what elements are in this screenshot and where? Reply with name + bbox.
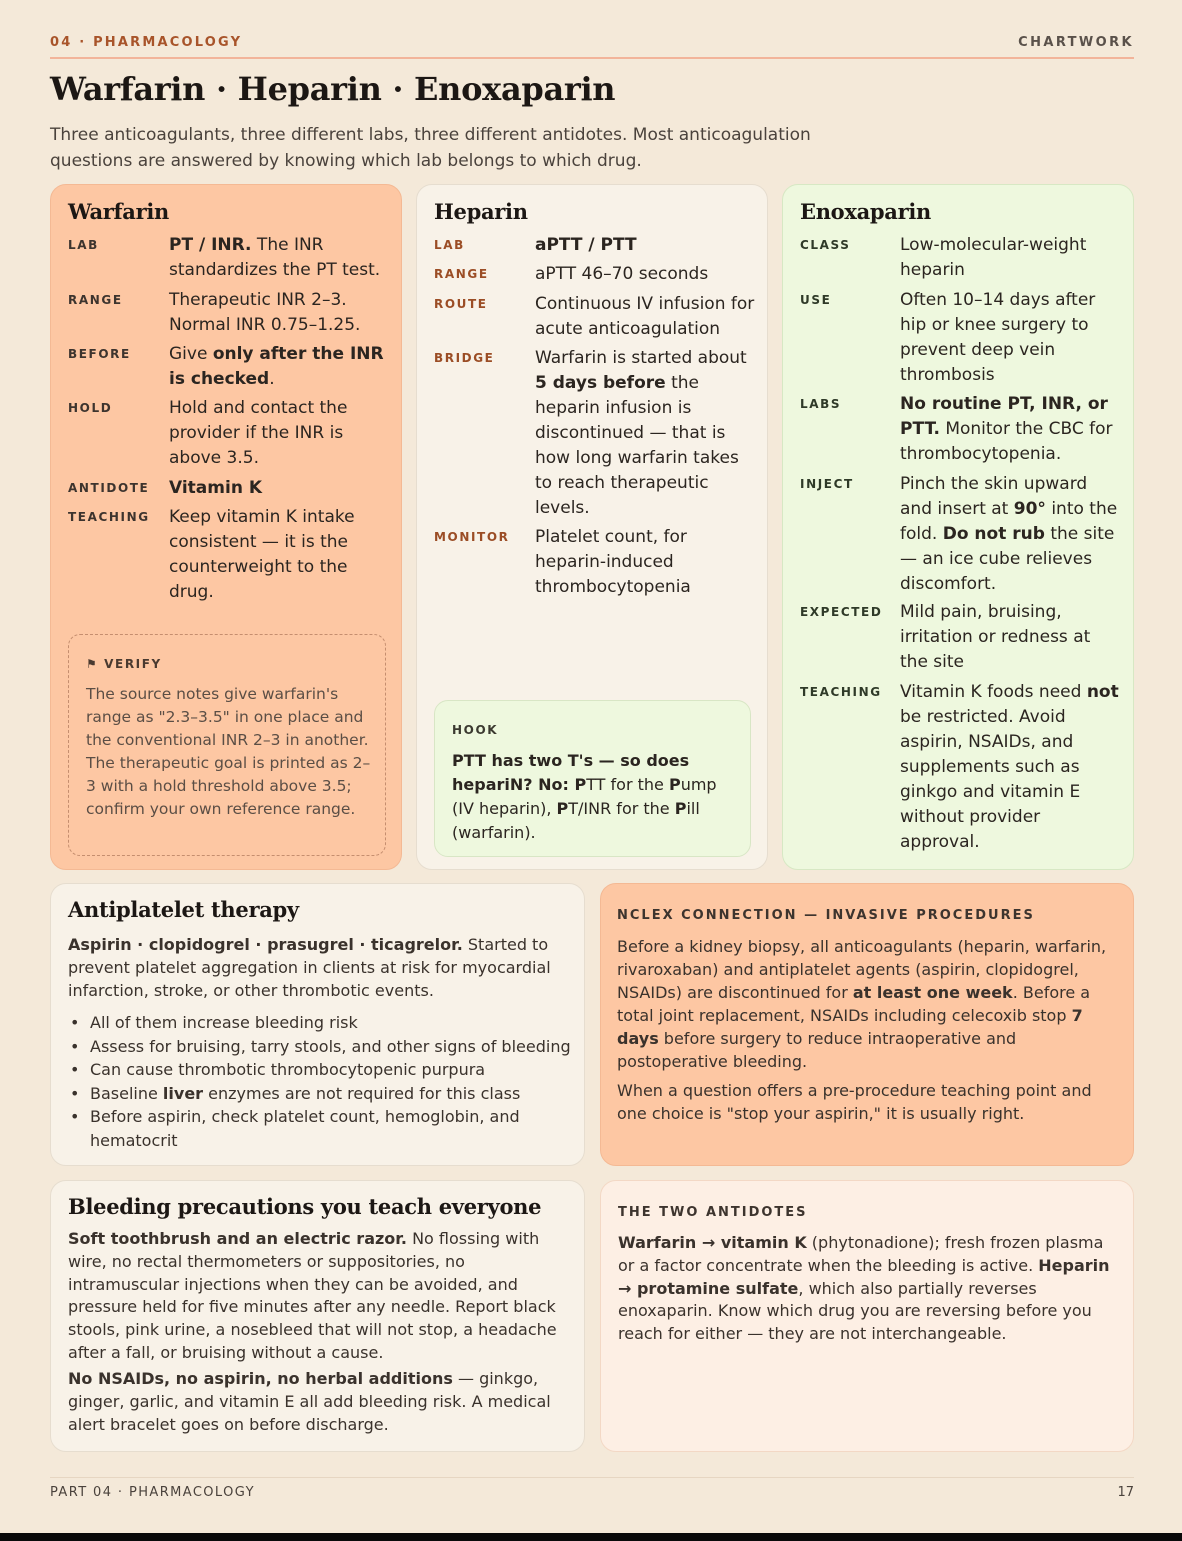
body-text: Hold and contact the provider if the INR is above 3.5. xyxy=(169,398,348,468)
field-value xyxy=(900,600,1122,675)
body-text: When a question offers a pre-procedure teaching point and one choice is "stop your aspirin," it is usually right. xyxy=(617,1081,1092,1123)
nclex-card xyxy=(600,883,1134,1166)
nclex-title: NCLEX CONNECTION — INVASIVE PROCEDURES xyxy=(617,908,1035,923)
field-label: TEACHING xyxy=(800,685,882,699)
brand-label: CHARTWORK xyxy=(1018,35,1134,50)
field-label: RANGE xyxy=(434,267,489,281)
body-text: Mild pain, bruising, irritation or redness at the site xyxy=(900,602,1091,672)
list-item xyxy=(68,1105,573,1152)
warfarin-fields xyxy=(68,233,386,613)
field-value xyxy=(535,233,755,258)
field-value xyxy=(535,525,755,600)
body-text: Low-molecular-weight heparin xyxy=(900,235,1087,280)
bleeding-title: Bleeding precautions you teach everyone xyxy=(68,1194,542,1219)
hook-note xyxy=(434,700,751,857)
list-item xyxy=(68,1058,573,1082)
heparin-title: Heparin xyxy=(434,199,528,224)
emphasis-text: Do not rub xyxy=(942,524,1045,544)
nclex-paragraph xyxy=(617,935,1122,1073)
body-text: Keep vitamin K intake consistent — it is the counterweight to the drug. xyxy=(169,507,355,602)
emphasis-text: PTT has two T's — so does hepariN? No: P xyxy=(452,751,690,794)
field-value xyxy=(169,396,391,471)
antidotes-title: THE TWO ANTIDOTES xyxy=(618,1205,808,1220)
emphasis-text: not xyxy=(1086,682,1119,702)
field-value xyxy=(169,288,391,338)
field-value xyxy=(169,476,391,501)
body-text: . xyxy=(269,369,275,389)
field-label: MONITOR xyxy=(434,530,510,544)
field-label: LABS xyxy=(800,397,842,411)
body-text: Platelet count, for heparin-induced thrombocytopenia xyxy=(535,527,691,597)
body-text: Therapeutic INR 2–3. Normal INR 0.75–1.25. xyxy=(169,290,361,335)
antiplatelet-list xyxy=(68,1011,573,1152)
field-label: LAB xyxy=(434,238,465,252)
body-text: Assess for bruising, tarry stools, and other signs of bleeding xyxy=(90,1036,571,1056)
field-label: ROUTE xyxy=(434,297,488,311)
field-label: USE xyxy=(800,293,832,307)
emphasis-text: aPTT / PTT xyxy=(535,235,637,255)
field-label: ANTIDOTE xyxy=(68,481,150,495)
field-value xyxy=(535,292,755,342)
body-text: Started to prevent platelet aggregation in clients at risk for myocardial infarction, stroke, or other thrombotic events. xyxy=(68,935,551,1000)
body-text: , which also partially reverses enoxaparin. Know which drug you are reversing before you reach for either — they are not interchangeable. xyxy=(618,1278,1092,1344)
field-label: INJECT xyxy=(800,477,854,491)
field-label: BRIDGE xyxy=(434,351,495,365)
body-text: the heparin infusion is discontinued — that is how long warfarin takes to reach therapeutic levels. xyxy=(535,373,739,518)
field-label: TEACHING xyxy=(68,510,150,524)
emphasis-text: Warfarin → vitamin K xyxy=(618,1233,807,1252)
field-value xyxy=(169,233,391,283)
antidotes-card xyxy=(600,1180,1134,1452)
field-value xyxy=(169,342,391,392)
antidotes-body xyxy=(618,1232,1118,1346)
body-text: before surgery to reduce intraoperative and postoperative bleeding. xyxy=(617,1029,1017,1071)
emphasis-text: Vitamin K xyxy=(169,478,263,498)
nclex-paragraph-2 xyxy=(617,1079,1122,1125)
emphasis-text: 7 days xyxy=(617,1006,1083,1048)
field-value xyxy=(169,505,391,605)
enoxaparin-fields xyxy=(800,233,1125,863)
body-text: No flossing with wire, no rectal thermometers or suppositories, no intramuscular injections when they can be avoided, and pressure held for five minutes after any needle. Report black stools, pink urine, a nosebleed that will not stop, a headache after a fall, or bruising without a cause. xyxy=(68,1229,557,1362)
bleeding-paragraph xyxy=(68,1228,568,1365)
list-item xyxy=(68,1011,573,1035)
section-label: 04 · PHARMACOLOGY xyxy=(50,35,243,50)
heparin-fields xyxy=(434,233,755,653)
field-value xyxy=(900,680,1122,855)
field-value xyxy=(900,472,1122,597)
body-text: Before aspirin, check platelet count, hemoglobin, and hematocrit xyxy=(90,1107,520,1150)
body-text: Continuous IV infusion for acute anticoagulation xyxy=(535,294,755,339)
field-label: RANGE xyxy=(68,293,123,307)
emphasis-text: P xyxy=(668,775,681,794)
body-text: . Before a total joint replacement, NSAIDs including celecoxib stop xyxy=(617,983,1091,1025)
body-text: be restricted. Avoid aspirin, NSAIDs, and supplements such as ginkgo and vitamin E without provider approval. xyxy=(900,707,1081,852)
field-label: LAB xyxy=(68,238,99,252)
field-label: BEFORE xyxy=(68,347,131,361)
emphasis-text: 90° xyxy=(1013,499,1046,519)
list-item xyxy=(68,1082,573,1106)
enoxaparin-card xyxy=(782,184,1134,870)
body-text: aPTT 46–70 seconds xyxy=(535,264,709,284)
emphasis-text: 5 days before xyxy=(535,373,666,393)
body-text: Baseline xyxy=(90,1083,163,1103)
list-item xyxy=(68,1035,573,1059)
antiplatelet-card xyxy=(50,883,585,1166)
heparin-card xyxy=(416,184,768,870)
page-footer xyxy=(50,1477,1134,1500)
emphasis-text: liver xyxy=(162,1083,204,1103)
page-lede: Three anticoagulants, three different labs, three different antidotes. Most anticoagulation questions are answered by knowing which lab belongs to which drug. xyxy=(50,125,811,171)
body-text: Give xyxy=(169,344,213,364)
warfarin-title: Warfarin xyxy=(68,199,169,224)
body-text: ump (IV heparin), xyxy=(452,775,717,818)
body-text: Monitor the CBC for thrombocytopenia. xyxy=(900,419,1113,464)
page-title: Warfarin · Heparin · Enoxaparin xyxy=(50,70,616,108)
emphasis-text: Aspirin · clopidogrel · prasugrel · ticagrelor. xyxy=(68,935,463,954)
verify-body: The source notes give warfarin's range as "2.3–3.5" in one place and the conventional INR 2–3 in another. The therapeutic goal is printed as 2–3 with a hold threshold above 3.5; confirm your own reference range. xyxy=(86,685,371,818)
enoxaparin-title: Enoxaparin xyxy=(800,199,932,224)
bleeding-paragraph-2 xyxy=(68,1368,568,1436)
hook-body xyxy=(452,749,742,845)
emphasis-text: P xyxy=(556,799,569,818)
page-number: 17 xyxy=(1117,1485,1134,1500)
body-text: (phytonadione); fresh frozen plasma or a factor concentrate when the bleeding is active. xyxy=(618,1233,1104,1275)
field-value xyxy=(535,262,755,287)
footer-part-label: PART 04 · PHARMACOLOGY xyxy=(50,1485,255,1500)
verify-note xyxy=(68,634,386,856)
hook-title: HOOK xyxy=(452,723,499,737)
emphasis-text: Soft toothbrush and an electric razor. xyxy=(68,1229,407,1248)
body-text: ill (warfarin). xyxy=(452,799,700,842)
warfarin-card xyxy=(50,184,402,870)
field-label: EXPECTED xyxy=(800,605,883,619)
antiplatelet-title: Antiplatelet therapy xyxy=(68,897,299,922)
bleeding-card xyxy=(50,1180,585,1452)
field-value xyxy=(900,392,1122,467)
body-text: the site — an ice cube relieves discomfort. xyxy=(900,524,1115,594)
emphasis-text: Heparin → protamine sulfate xyxy=(618,1255,1110,1298)
body-text: into the fold. xyxy=(900,499,1118,544)
emphasis-text: at least one week xyxy=(852,983,1013,1002)
field-value xyxy=(900,233,1122,283)
antiplatelet-intro xyxy=(68,933,573,1002)
body-text: All of them increase bleeding risk xyxy=(90,1013,358,1032)
body-text: TT for the xyxy=(586,775,669,794)
field-label: CLASS xyxy=(800,238,851,252)
bottom-edge-bar xyxy=(0,1533,1182,1541)
emphasis-text: only after the INR is checked xyxy=(169,344,384,389)
emphasis-text: P xyxy=(674,799,687,818)
body-text: Often 10–14 days after hip or knee surgery to prevent deep vein thrombosis xyxy=(900,290,1096,385)
body-text: The INR standardizes the PT test. xyxy=(169,235,381,280)
body-text: T/INR for the xyxy=(568,799,675,818)
body-text: Vitamin K foods need xyxy=(900,682,1087,702)
body-text: Warfarin is started about xyxy=(535,348,747,368)
body-text: Can cause thrombotic thrombocytopenic purpura xyxy=(90,1060,486,1079)
field-value xyxy=(535,346,755,521)
verify-title: ⚑ VERIFY xyxy=(86,657,162,671)
body-text: — ginkgo, ginger, garlic, and vitamin E all add bleeding risk. A medical alert bracelet goes on before discharge. xyxy=(68,1369,551,1434)
field-value xyxy=(900,288,1122,388)
body-text: Before a kidney biopsy, all anticoagulants (heparin, warfarin, rivaroxaban) and antiplatelet agents (aspirin, clopidogrel, NSAIDs) are discontinued for xyxy=(617,937,1107,1002)
running-header xyxy=(50,35,1134,59)
body-text: Pinch the skin upward and insert at xyxy=(900,474,1088,519)
field-label: HOLD xyxy=(68,401,113,415)
emphasis-text: PT / INR. xyxy=(169,235,252,255)
emphasis-text: No NSAIDs, no aspirin, no herbal additions xyxy=(68,1369,453,1388)
body-text: enzymes are not required for this class xyxy=(203,1083,521,1103)
emphasis-text: No routine PT, INR, or PTT. xyxy=(900,394,1108,439)
